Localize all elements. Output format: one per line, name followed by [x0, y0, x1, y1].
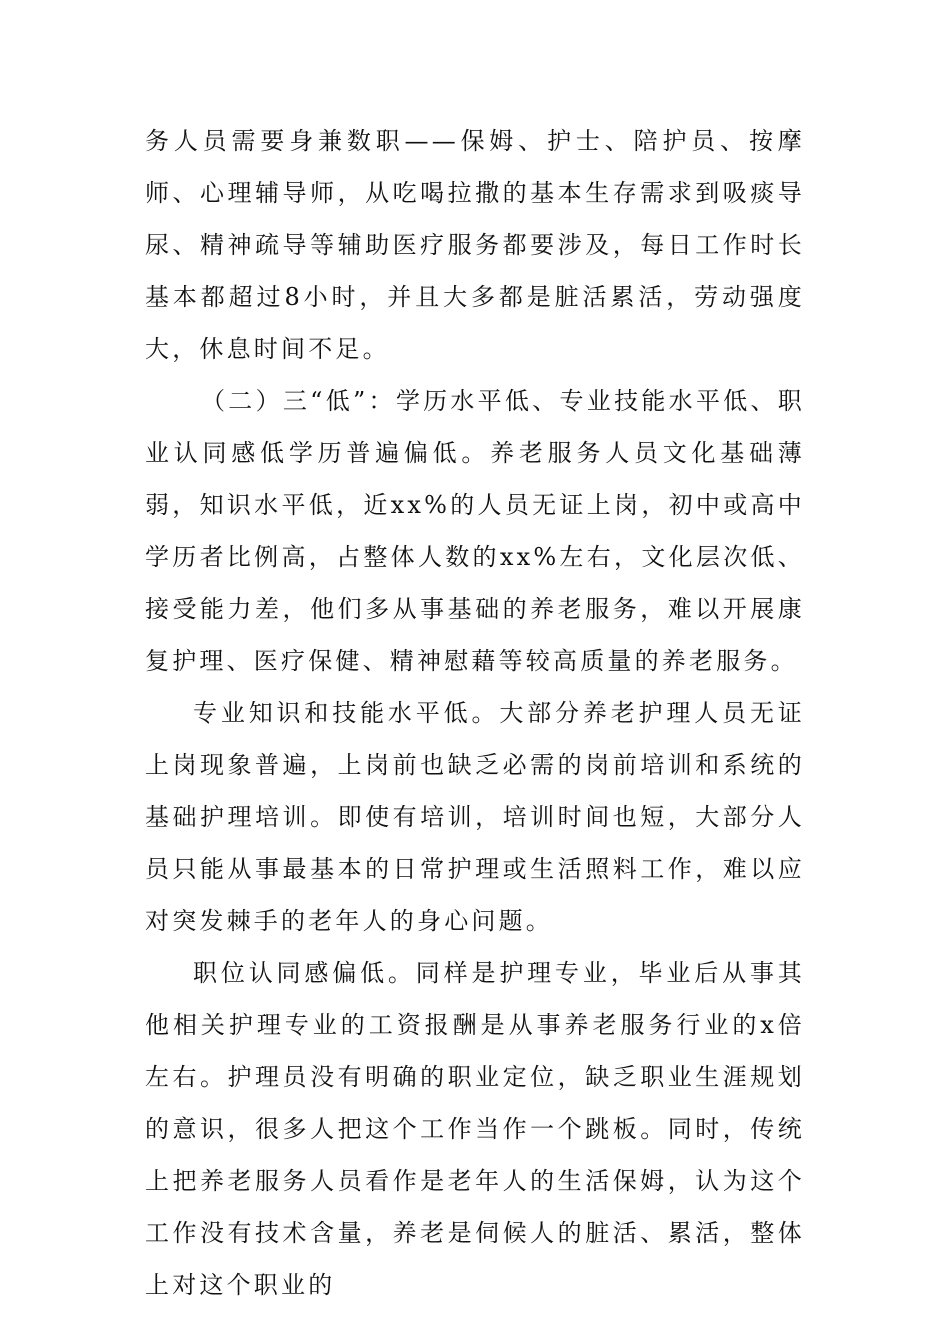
paragraph-section-heading: （二）三“低”：学历水平低、专业技能水平低、职业认同感低学历普遍偏低。养老服务人员文化基础薄弱，知识水平低，近xx%的人员无证上岗，初中或高中学历者比例高，占整体人数的xx%左右，文化层次低、接受能力差，他们多从事基础的养老服务，难以开展康复护理、医疗保健、精神慰藉等较高质量的养老服务。 [145, 387, 805, 675]
document-body [145, 115, 805, 1311]
paragraph-professional-skills: 专业知识和技能水平低。大部分养老护理人员无证上岗现象普遍，上岗前也缺乏必需的岗前培训和系统的基础护理培训。即使有培训，培训时间也短，大部分人员只能从事最基本的日常护理或生活照料工作，难以应对突发棘手的老年人的身心问题。 [145, 699, 805, 935]
paragraph-continuation: 务人员需要身兼数职——保姆、护士、陪护员、按摩师、心理辅导师，从吃喝拉撒的基本生存需求到吸痰导尿、精神疏导等辅助医疗服务都要涉及，每日工作时长基本都超过8小时，并且大多都是脏活累活，劳动强度大，休息时间不足。 [145, 127, 805, 363]
paragraph-job-identity: 职位认同感偏低。同样是护理专业，毕业后从事其他相关护理专业的工资报酬是从事养老服务行业的x倍左右。护理员没有明确的职业定位，缺乏职业生涯规划的意识，很多人把这个工作当作一个跳板。同时，传统上把养老服务人员看作是老年人的生活保姆，认为这个工作没有技术含量，养老是伺候人的脏活、累活，整体上对这个职业的 [145, 959, 805, 1299]
